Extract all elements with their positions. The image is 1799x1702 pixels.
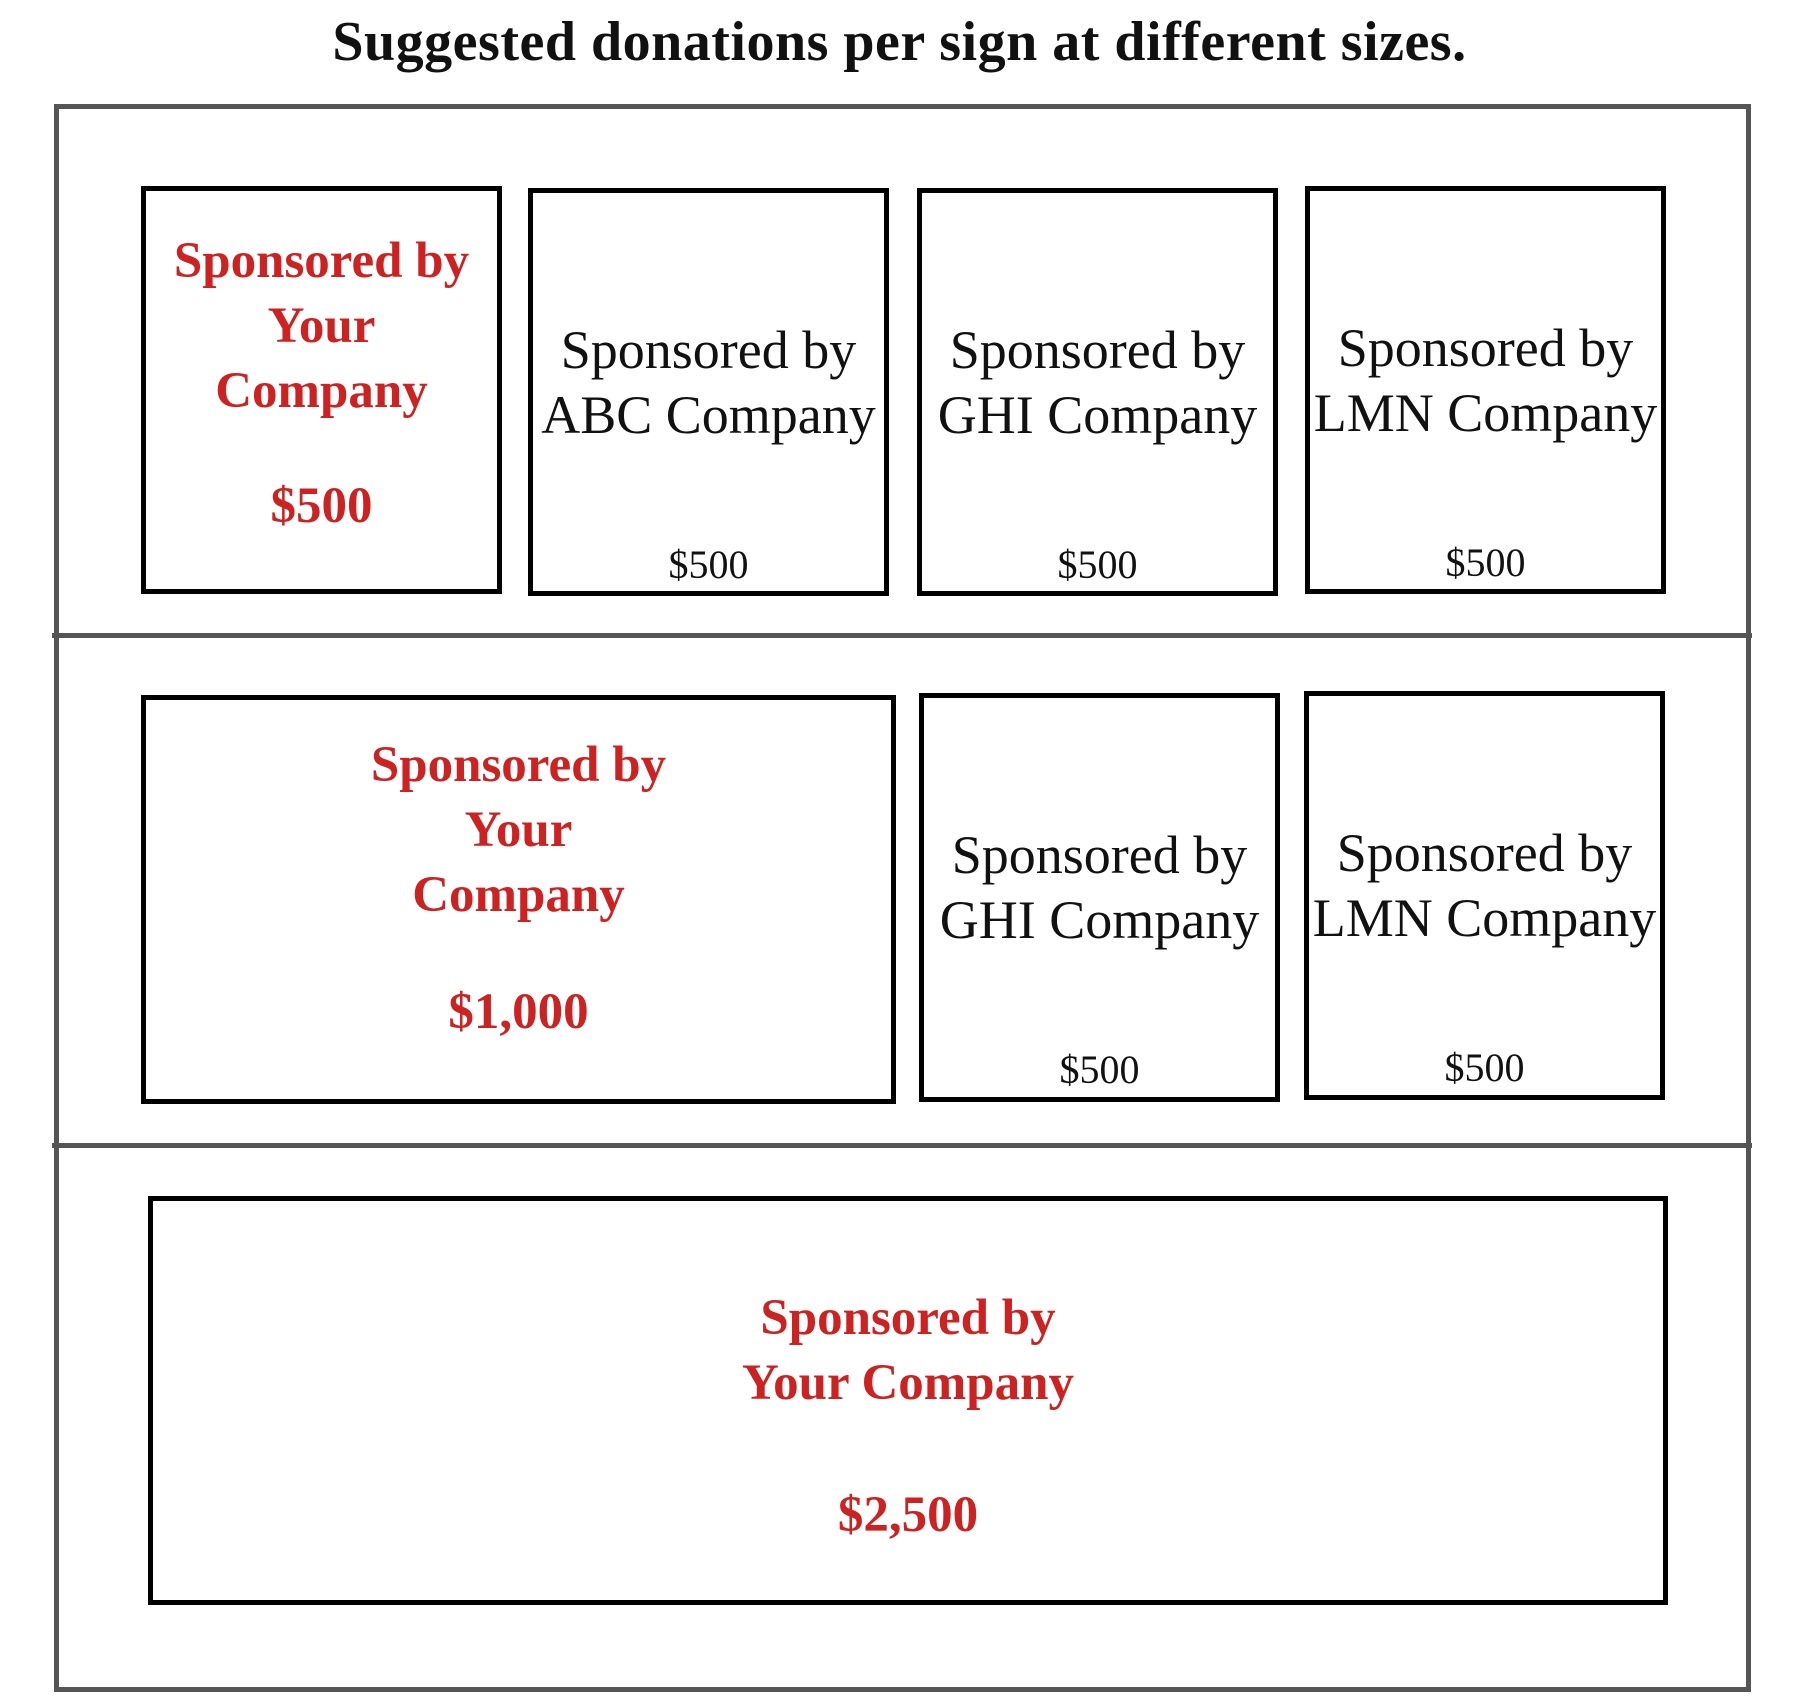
sign-price: $500 <box>1059 1047 1140 1092</box>
sign-price: $500 <box>668 542 749 587</box>
sign-abc-company <box>528 188 889 596</box>
sign-price: $500 <box>1445 540 1526 585</box>
sign-sponsor-text: Sponsored by LMN Company <box>1313 318 1658 443</box>
sign-your-company-500 <box>141 186 502 594</box>
row-divider <box>52 633 1752 638</box>
sign-price: $2,500 <box>837 1487 979 1543</box>
sign-ghi-company <box>919 693 1280 1102</box>
sign-sponsor-text: Sponsored by Your Company <box>741 1290 1075 1411</box>
sign-price: $500 <box>1444 1045 1525 1090</box>
sign-price: $500 <box>1057 542 1138 587</box>
sign-lmn-company <box>1304 691 1665 1100</box>
sign-price: $1,000 <box>448 984 589 1040</box>
row-divider <box>52 1143 1752 1148</box>
sign-sponsor-text: Sponsored by LMN Company <box>1312 823 1657 948</box>
sign-sponsor-text: Sponsored by GHI Company <box>937 320 1258 445</box>
sign-sponsor-text: Sponsored by Your Company <box>173 233 470 419</box>
sign-price: $500 <box>270 478 373 534</box>
sign-sponsor-text: Sponsored by ABC Company <box>541 320 876 445</box>
sign-lmn-company <box>1305 186 1666 594</box>
sign-sponsor-text: Sponsored by GHI Company <box>939 825 1260 950</box>
sign-your-company-1000 <box>141 695 896 1104</box>
sign-ghi-company <box>917 188 1278 596</box>
sign-sponsor-text: Sponsored by Your Company <box>370 737 667 923</box>
page-title: Suggested donations per sign at different sizes. <box>332 11 1467 73</box>
sign-your-company-2500 <box>148 1196 1668 1605</box>
